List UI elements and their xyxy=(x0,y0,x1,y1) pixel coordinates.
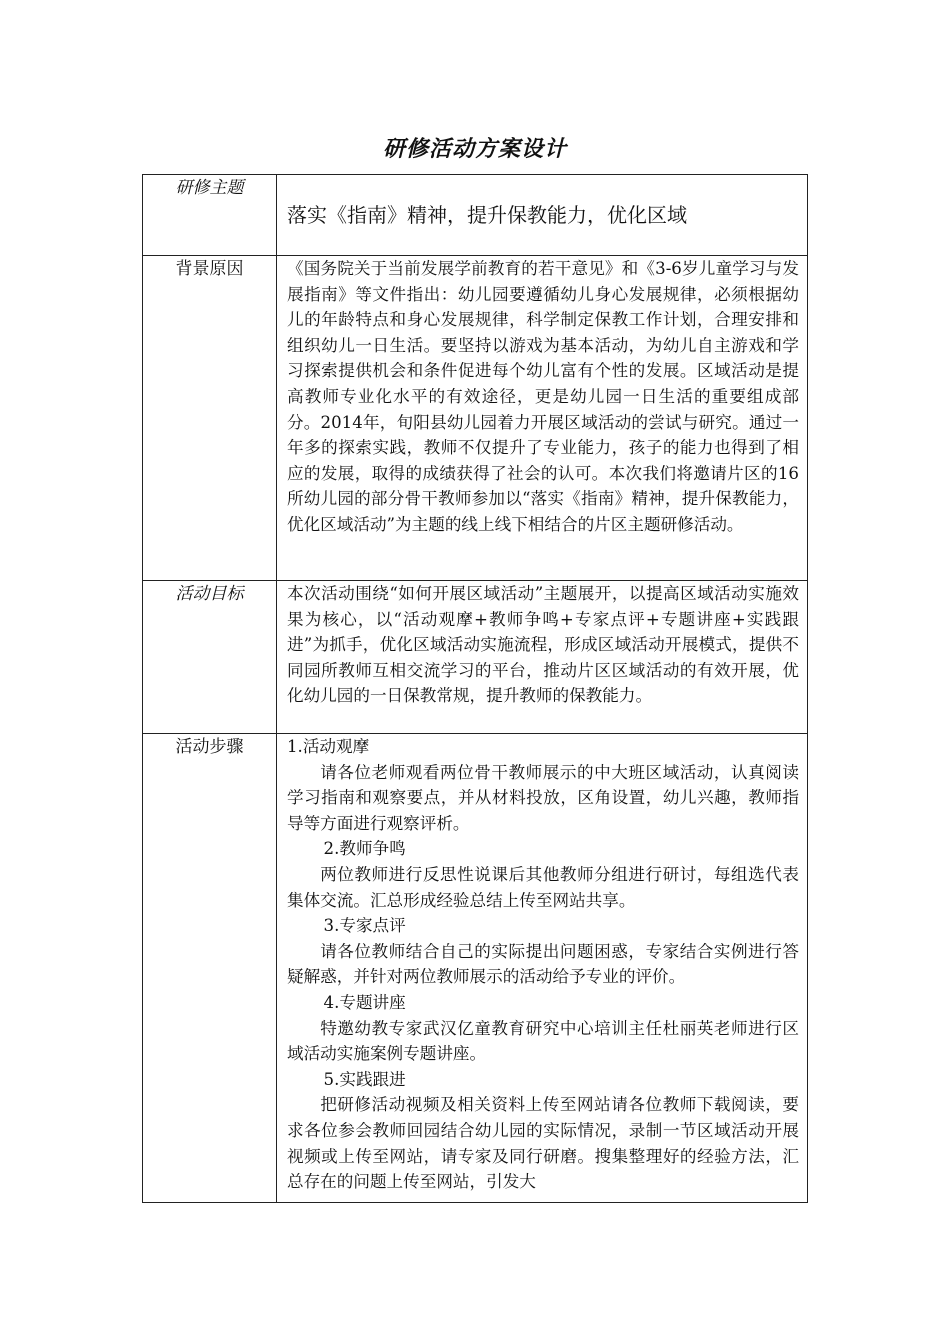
table-row-goal xyxy=(143,581,808,734)
content-cell-topic xyxy=(277,175,808,256)
table-row-steps xyxy=(143,734,808,1203)
steps-label: 活动步骤 xyxy=(175,737,244,757)
step-body: 请各位老师观看两位骨干教师展示的中大班区域活动，认真阅读学习指南和观察要点，并从材料投放，区角设置，幼儿兴趣，教师指导等方面进行观察评析。 xyxy=(287,762,799,833)
goal-label: 活动目标 xyxy=(175,584,244,604)
table-row-topic xyxy=(143,175,808,256)
goal-text: 本次活动围绕“如何开展区域活动”主题展开，以提高区域活动实施效果为核心，以“活动观摩+教师争鸣+专家点评+专题讲座+实践跟进”为抓手，优化区域活动实施流程，形成区域活动开展模式，提供不同园所教师互相交流学习的平台，推动片区区域活动的有效开展，优化幼儿园的一日保教常规，提升教师的保教能力。 xyxy=(287,584,799,706)
background-text: 《国务院关于当前发展学前教育的若干意见》和《3-6岁儿童学习与发展指南》等文件指出：幼儿园要遵循幼儿身心发展规律，必须根据幼儿的年龄特点和身心发展规律，科学制定保教工作计划，合理安排和组织幼儿一日生活。要坚持以游戏为基本活动，为幼儿自主游戏和学习探索提供机会和条件促进每个幼儿富有个性的发展。区域活动是提高教师专业化水平的有效途径，更是幼儿园一日生活的重要组成部分。2014年，旬阳县幼儿园着力开展区域活动的尝试与研究。通过一年多的探索实践，教师不仅提升了专业能力，孩子的能力也得到了相应的发展，取得的成绩获得了社会的认可。本次我们将邀请片区的16所幼儿园的部分骨干教师参加以“落实《指南》精神，提升保教能力，优化区域活动”为主题的线上线下相结合的片区主题研修活动。 xyxy=(287,259,799,534)
content-cell-background xyxy=(277,256,808,581)
label-cell-background xyxy=(143,256,277,581)
step-body: 请各位教师结合自己的实际提出问题困惑，专家结合实例进行答疑解惑，并针对两位教师展示的活动给予专业的评价。 xyxy=(287,941,799,987)
topic-text: 落实《指南》精神，提升保教能力，优化区域 xyxy=(287,203,687,227)
step-heading: 1.活动观摩 xyxy=(287,737,370,756)
activity-plan-table xyxy=(142,174,808,1203)
label-cell-topic xyxy=(143,175,277,256)
step-body: 特邀幼教专家武汉亿童教育研究中心培训主任杜丽英老师进行区域活动实施案例专题讲座。 xyxy=(287,1018,799,1064)
content-cell-steps xyxy=(277,734,808,1203)
step-body: 两位教师进行反思性说课后其他教师分组进行研讨，每组选代表集体交流。汇总形成经验总结上传至网站共享。 xyxy=(287,864,799,910)
step-heading: 3.专家点评 xyxy=(323,916,406,936)
topic-label: 研修主题 xyxy=(175,178,244,198)
step-body: 把研修活动视频及相关资料上传至网站请各位教师下载阅读，要求各位参会教师回园结合幼儿园的实际情况，录制一节区域活动开展视频或上传至网站，请专家及同行研磨。搜集整理好的经验方法，汇总存在的问题上传至网站，引发大 xyxy=(287,1095,799,1192)
steps-content xyxy=(277,734,807,1195)
step-heading: 5.实践跟进 xyxy=(323,1069,406,1089)
content-cell-goal xyxy=(277,581,808,734)
table-row-background xyxy=(143,256,808,581)
document-title: 研修活动方案设计 xyxy=(382,136,567,162)
step-heading: 4.专题讲座 xyxy=(323,992,406,1012)
label-cell-goal xyxy=(143,581,277,734)
label-cell-steps xyxy=(143,734,277,1203)
background-label: 背景原因 xyxy=(175,259,244,279)
step-heading: 2.教师争鸣 xyxy=(323,839,406,859)
